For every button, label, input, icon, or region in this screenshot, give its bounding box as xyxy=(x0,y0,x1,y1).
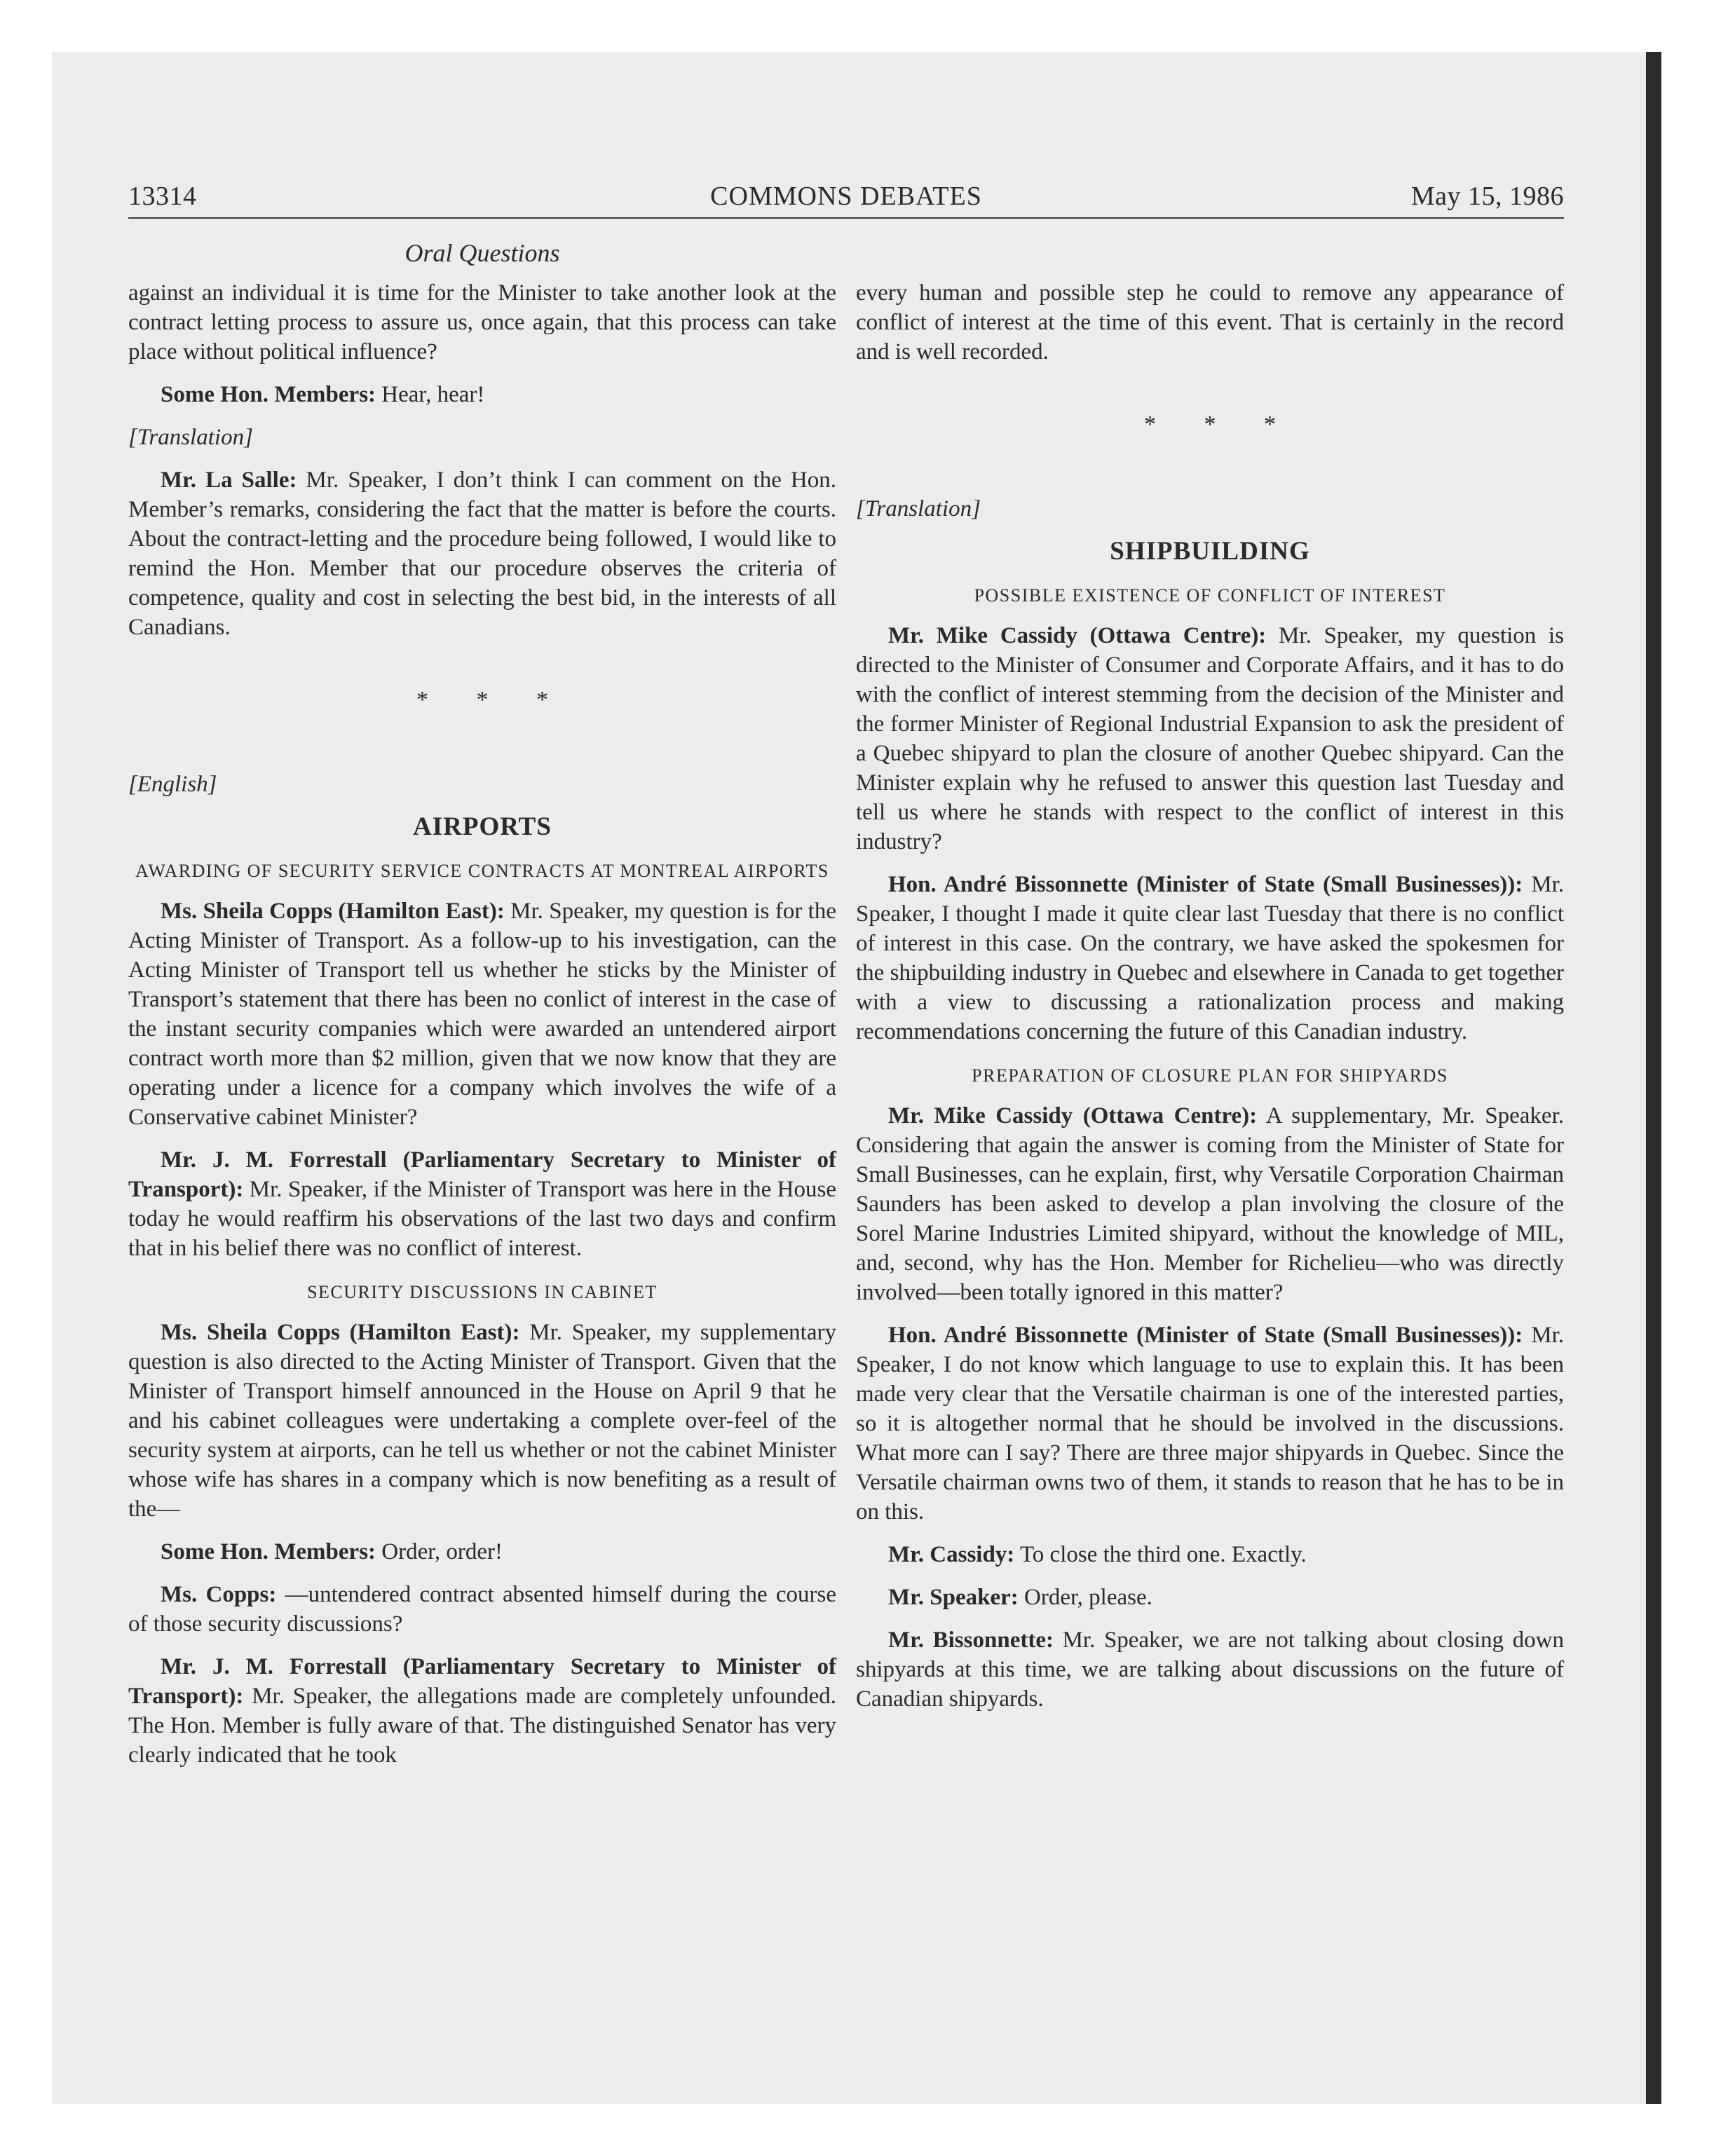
paragraph xyxy=(856,1540,1564,1569)
paragraph xyxy=(128,380,836,409)
speech: Mr. Speaker, the allegations made are completely unfounded. The Hon. Member is fully aware of that. The distinguished Senator has very clearly indicated that he took xyxy=(128,1684,836,1768)
subheading: SECURITY DISCUSSIONS IN CABINET xyxy=(307,1282,658,1302)
speech: Hear, hear! xyxy=(376,382,485,407)
paragraph: every human and possible step he could to remove any appearance of conflict of interest at the time of this event. That is certainly in the record and is well recorded. xyxy=(856,280,1564,364)
speaker: Ms. Sheila Copps (Hamilton East): xyxy=(161,899,505,924)
section-separator: * * * xyxy=(1144,411,1297,437)
paragraph xyxy=(128,1145,836,1263)
speaker: Mr. Cassidy: xyxy=(888,1542,1015,1567)
subheading: PREPARATION OF CLOSURE PLAN FOR SHIPYARDS xyxy=(972,1065,1448,1086)
speech: —untendered contract absented himself during the course of those security discussions? xyxy=(128,1582,836,1637)
paragraph xyxy=(856,1321,1564,1527)
speech: Mr. Speaker, my question is directed to the Minister of Consumer and Corporate Affairs, and it has to do with the conflict of interest stemming from the decision of the Minister and the former Minister of Regional Industrial Expansion to ask the president of a Quebec shipyard to plan the closure of another Quebec shipyard. Can the Minister explain why he refused to answer this question last Tuesday and tell us where he stands with respect to the conflict of interest in this industry? xyxy=(856,623,1564,854)
paragraph xyxy=(128,1580,836,1639)
speech: Mr. Speaker, we are not talking about closing down shipyards at this time, we are talking about discussions on the future of Canadian shipyards. xyxy=(856,1628,1564,1712)
speech: Order, order! xyxy=(376,1539,503,1564)
speaker: Mr. J. M. Forrestall (Parliamentary Secretary to Minister of Transport): xyxy=(128,1654,836,1709)
speaker: Ms. Copps: xyxy=(161,1582,277,1607)
section-heading: AIRPORTS xyxy=(413,812,552,841)
paragraph xyxy=(856,1583,1564,1612)
speaker: Hon. André Bissonnette (Minister of State (Small Businesses)): xyxy=(888,1323,1523,1348)
paragraph xyxy=(128,1318,836,1524)
paragraph xyxy=(128,1652,836,1770)
page-header xyxy=(128,181,1564,223)
right-column xyxy=(856,278,1564,1727)
speech: Mr. Speaker, my question is for the Acting Minister of Transport. As a follow-up to his investigation, can the Acting Minister of Transport tell us whether he sticks by the Minister of Transport’s statement that there has been no conlict of interest in the case of the instant security companies which were awarded an untendered airport contract worth more than $2 million, given that we now know that they are operating under a licence for a company which involves the wife of a Conservative cabinet Minister? xyxy=(128,899,836,1130)
speech: A supplementary, Mr. Speaker. Considering that again the answer is coming from the Minister of State for Small Businesses, can he explain, first, why Versatile Corporation Chairman Saunders has been asked to develop a plan involving the closure of the Sorel Marine Industries Limited shipyard, without the knowledge of MIL, and, second, why has the Hon. Member for Richelieu—who was directly involved—been totally ignored in this matter? xyxy=(856,1103,1564,1305)
speech: To close the third one. Exactly. xyxy=(1014,1542,1307,1567)
paragraph xyxy=(856,870,1564,1046)
page-number: 13314 xyxy=(128,182,197,211)
scan-edge-shadow xyxy=(1646,52,1661,2104)
speaker: Ms. Sheila Copps (Hamilton East): xyxy=(161,1320,520,1345)
speaker: Hon. André Bissonnette (Minister of State (Small Businesses)): xyxy=(888,872,1523,897)
paragraph xyxy=(128,896,836,1132)
speech: Order, please. xyxy=(1018,1585,1152,1610)
paragraph: against an individual it is time for the Minister to take another look at the contract letting process to assure us, once again, that this process can take place without political influence? xyxy=(128,280,836,364)
paragraph xyxy=(856,1101,1564,1307)
language-tag: [Translation] xyxy=(856,496,981,521)
speaker: Mr. J. M. Forrestall (Parliamentary Secretary to Minister of Transport): xyxy=(128,1147,836,1202)
speech: Mr. Speaker, my supplementary question is also directed to the Acting Minister of Transport. Given that the Minister of Transport himself announced in the House on April 9 that he and his cabinet colleagues were undertaking a complete over-feel of the security system at airports, can he tell us whether or not the cabinet Minister whose wife has shares in a company which is now benefiting as a result of the— xyxy=(128,1320,836,1522)
language-tag: [Translation] xyxy=(128,425,253,450)
header-rule xyxy=(128,217,1564,219)
section-label: Oral Questions xyxy=(404,239,560,267)
subheading: POSSIBLE EXISTENCE OF CONFLICT OF INTEREST xyxy=(974,585,1446,606)
left-column xyxy=(128,278,836,1783)
speech: Mr. Speaker, I don’t think I can comment on the Hon. Member’s remarks, considering the fact that the matter is before the courts. About the contract-letting and the procedure being followed, I would like to remind the Hon. Member that our procedure observes the criteria of competence, quality and cost in selecting the best bid, in the interests of all Canadians. xyxy=(128,468,836,640)
paragraph xyxy=(856,621,1564,857)
speaker: Mr. Mike Cassidy (Ottawa Centre): xyxy=(888,623,1267,648)
speaker: Mr. Speaker: xyxy=(888,1585,1019,1610)
publication-date: May 15, 1986 xyxy=(1410,182,1564,211)
paragraph xyxy=(128,1537,836,1567)
speech: Mr. Speaker, I thought I made it quite clear last Tuesday that there is no conflict of interest in this case. On the contrary, we have asked the spokesmen for the shipbuilding industry in Quebec and elsewhere in Canada to get together with a view to discussing a rationalization process and making recommendations concerning the future of this Canadian industry. xyxy=(856,872,1564,1044)
speaker: Some Hon. Members: xyxy=(161,382,376,407)
section-separator: * * * xyxy=(416,687,569,713)
speech: Mr. Speaker, if the Minister of Transport was here in the House today he would reaffirm his observations of the last two days and confirm that in his belief there was no conflict of interest. xyxy=(128,1177,836,1261)
speaker: Mr. Mike Cassidy (Ottawa Centre): xyxy=(888,1103,1258,1128)
speaker: Mr. La Salle: xyxy=(161,468,297,493)
subheading: AWARDING OF SECURITY SERVICE CONTRACTS AT MONTREAL AIRPORTS xyxy=(135,861,829,881)
paragraph xyxy=(856,1625,1564,1714)
publication-title: COMMONS DEBATES xyxy=(710,182,982,211)
speaker: Some Hon. Members: xyxy=(161,1539,376,1564)
speaker: Mr. Bissonnette: xyxy=(888,1628,1054,1653)
paragraph xyxy=(128,465,836,642)
speech: Mr. Speaker, I do not know which language to use to explain this. It has been made very clear that the Versatile chairman is one of the interested parties, so it is altogether normal that he should be involved in the discussions. What more can I say? There are three major shipyards in Quebec. Since the Versatile chairman owns two of them, it stands to reason that he has to be in on this. xyxy=(856,1323,1564,1524)
language-tag: [English] xyxy=(128,772,217,797)
section-heading: SHIPBUILDING xyxy=(1110,537,1310,566)
